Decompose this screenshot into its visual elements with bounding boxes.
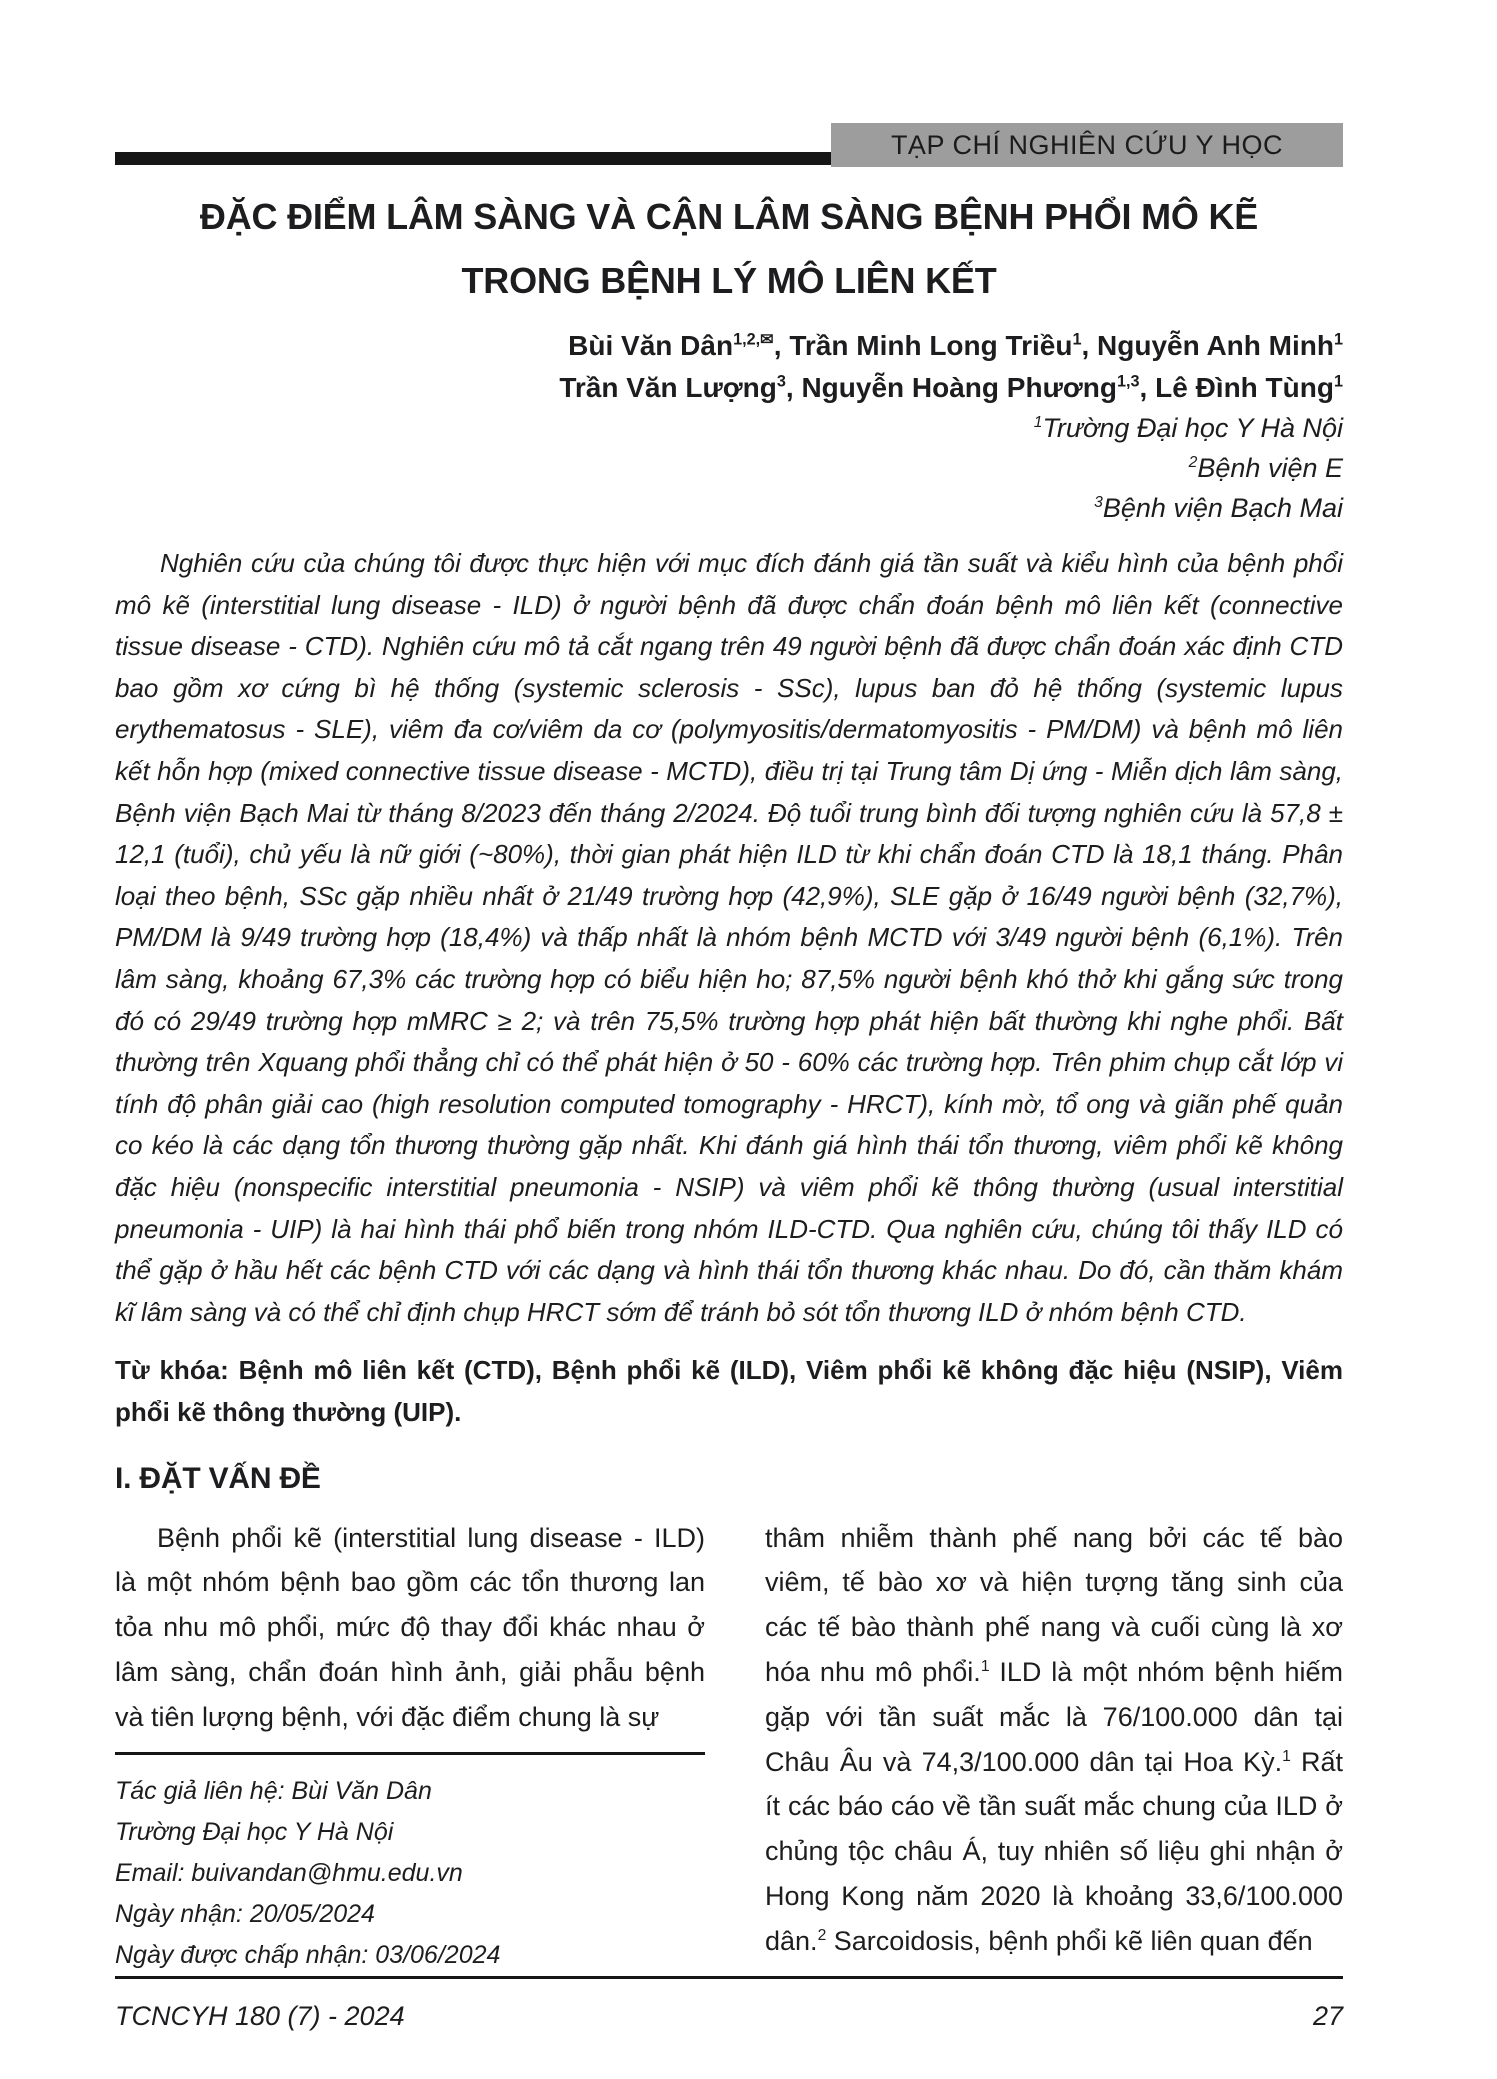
reference-superscript: 1 [1282, 1747, 1291, 1765]
author-name: Trần Văn Lượng [559, 372, 777, 404]
author-superscript: 3 [776, 372, 786, 391]
keywords-label: Từ khóa: [115, 1355, 229, 1386]
author-superscript: 1 [1333, 372, 1343, 391]
author-superscript: 1,2,✉ [733, 330, 774, 349]
affiliation-text: Trường Đại học Y Hà Nội [1042, 413, 1343, 444]
article-title-line2: TRONG BỆNH LÝ MÔ LIÊN KẾT [461, 260, 997, 302]
author-superscript: 1 [1333, 330, 1343, 349]
author-line-1: Bùi Văn Dân$^{1,2,✉}$, Trần Minh Long Triều$^1$, Nguyễn Anh Minh$^1$ [568, 330, 1343, 362]
affiliation-line [115, 489, 1343, 529]
affiliation-text: Bệnh viện Bạch Mai [1102, 493, 1343, 524]
masthead-rule [115, 152, 831, 165]
affiliation-text: Bệnh viện E [1197, 453, 1343, 484]
journal-name-banner: TẠP CHÍ NGHIÊN CỨU Y HỌC [831, 123, 1343, 167]
page-number: 27 [1312, 2000, 1343, 2031]
right-column [765, 1516, 1343, 1976]
article-title-line1: ĐẶC ĐIỂM LÂM SÀNG VÀ CẬN LÂM SÀNG BỆNH PHỔI MÔ KẼ [199, 196, 1259, 237]
author-line-2: Trần Văn Lượng$^3$, Nguyễn Hoàng Phương$^{1,3}$, Lê Đình Tùng$^1$ [559, 372, 1343, 404]
abstract-paragraph: Nghiên cứu của chúng tôi được thực hiện với mục đích đánh giá tần suất và kiểu hình của bệnh phổi mô kẽ (interstitial lung disease - ILD) ở người bệnh đã được chẩn đoán bệnh mô liên kết (connective tissue disease - CTD). Nghiên cứu mô tả cắt ngang trên 49 người bệnh đã được chẩn đoán xác định CTD bao gồm xơ cứng bì hệ thống (systemic sclerosis - SSc), lupus ban đỏ hệ thống (systemic lupus erythematosus - SLE), viêm đa cơ/viêm da cơ (polymyositis/dermatomyositis - PM/DM) và bệnh mô liên kết hỗn hợp (mixed connective tissue disease - MCTD), điều trị tại Trung tâm Dị ứng - Miễn dịch lâm sàng, Bệnh viện Bạch Mai từ tháng 8/2023 đến tháng 2/2024. Độ tuổi trung bình đối tượng nghiên cứu là 57,8 ± 12,1 (tuổi), chủ yếu là nữ giới (~80%), thời gian phát hiện ILD từ khi chẩn đoán CTD là 18,1 tháng. Phân loại theo bệnh, SSc gặp nhiều nhất ở 21/49 trường hợp (42,9%), SLE gặp ở 16/49 người bệnh (32,7%), PM/DM là 9/49 trường hợp (18,4%) và thấp nhất là nhóm bệnh MCTD với 3/49 người bệnh (6,1%). Trên lâm sàng, khoảng 67,3% các trường hợp có biểu hiện ho; 87,5% người bệnh khó thở khi gắng sức trong đó có 29/49 trường hợp mMRC ≥ 2; và trên 75,5% trường hợp phát hiện bất thường khi nghe phổi. Bất thường trên Xquang phổi thẳng chỉ có thể phát hiện ở 50 - 60% các trường hợp. Trên phim chụp cắt lớp vi tính độ phân giải cao (high resolution computed tomography - HRCT), kính mờ, tổ ong và giãn phế quản co kéo là các dạng tổn thương thường gặp nhất. Khi đánh giá hình thái tổn thương, viêm phổi kẽ không đặc hiệu (nonspecific interstitial pneumonia - NSIP) và viêm phổi kẽ thông thường (usual interstitial pneumonia - UIP) là hai hình thái phổ biến trong nhóm ILD-CTD. Qua nghiên cứu, chúng tôi thấy ILD có thể gặp ở hầu hết các bệnh CTD với các dạng và hình thái tổn thương khác nhau. Do đó, cần thăm khám kĩ lâm sàng và có thể chỉ định chụp HRCT sớm để tránh bỏ sót tổn thương ILD ở nhóm bệnh CTD. [115, 548, 1343, 1327]
author-name: Trần Minh Long Triều [789, 330, 1073, 362]
affiliation-superscript: 3 [1094, 494, 1103, 512]
journal-issue-label: TCNCYH 180 (7) - 2024 [115, 2000, 405, 2031]
contact-line: Tác giả liên hệ: Bùi Văn Dân [115, 1776, 432, 1805]
reference-superscript: 2 [817, 1926, 827, 1944]
page-footer [115, 1976, 1343, 2032]
affiliation-line [115, 449, 1343, 489]
affiliation-line [115, 409, 1343, 449]
author-name: Nguyễn Hoàng Phương [801, 372, 1117, 404]
left-column [115, 1516, 705, 1976]
author-name: Nguyễn Anh Minh [1097, 330, 1334, 362]
keywords-text: Bệnh mô liên kết (CTD), Bệnh phổi kẽ (ILD), Viêm phổi kẽ không đặc hiệu (NSIP), Viêm phổi kẽ thông thường (UIP). [115, 1355, 1343, 1428]
keywords-line [115, 1349, 1343, 1433]
affiliation-superscript: 2 [1188, 454, 1198, 472]
reference-superscript: 1 [980, 1657, 990, 1675]
two-column-body [115, 1516, 1343, 1976]
contact-line: Email: buivandan@hmu.edu.vn [115, 1858, 463, 1887]
corresponding-author-footnote [115, 1752, 705, 1976]
affiliation-list [115, 409, 1343, 529]
author-name: Bùi Văn Dân [568, 330, 734, 362]
author-name: Lê Đình Tùng [1155, 372, 1334, 404]
intro-paragraph-right: thâm nhiễm thành phế nang bởi các tế bào viêm, tế bào xơ và hiện tượng tăng sinh của các tế bào thành phế nang và cuối cùng là xơ hóa nhu mô phổi.$^1$ ILD là một nhóm bệnh hiếm gặp với tần suất mắc là 76/100.000 dân tại Châu Âu và 74,3/100.000 dân tại Hoa Kỳ.$^1$ Rất ít các báo cáo về tần suất mắc chung của ILD ở chủng tộc châu Á, tuy nhiên số liệu ghi nhận ở Hong Kong năm 2020 là khoảng 33,6/100.000 dân.$^2$ Sarcoidosis, bệnh phổi kẽ liên quan đến [765, 1522, 1343, 1956]
author-superscript: 1,3 [1116, 372, 1140, 391]
affiliation-superscript: 1 [1033, 414, 1043, 432]
section-heading-introduction: I. ĐẶT VẤN ĐỀ [115, 1461, 321, 1495]
article-title [115, 185, 1343, 313]
author-superscript: 1 [1072, 330, 1082, 349]
contact-line: Ngày được chấp nhận: 03/06/2024 [115, 1940, 501, 1969]
contact-line: Trường Đại học Y Hà Nội [115, 1817, 394, 1846]
contact-line: Ngày nhận: 20/05/2024 [115, 1899, 375, 1928]
masthead [115, 123, 1343, 167]
intro-paragraph-left: Bệnh phổi kẽ (interstitial lung disease - ILD) là một nhóm bệnh bao gồm các tổn thương lan tỏa nhu mô phổi, mức độ thay đổi khác nhau ở lâm sàng, chẩn đoán hình ảnh, giải phẫu bệnh và tiên lượng bệnh, với đặc điểm chung là sự [115, 1522, 705, 1732]
author-list [115, 325, 1343, 409]
